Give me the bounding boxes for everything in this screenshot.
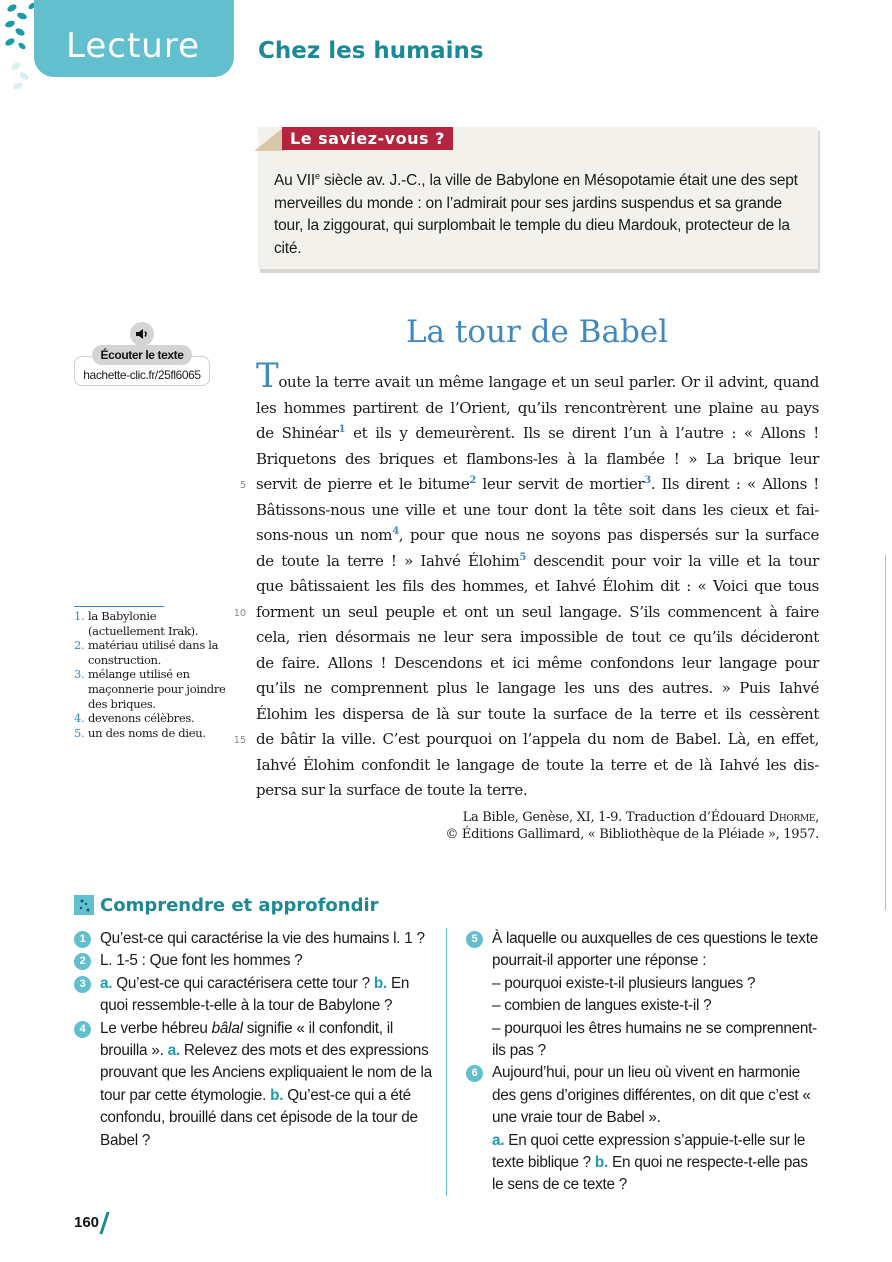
footnote-rule xyxy=(74,606,164,607)
text-line: sons-nous un nom$^4$, pour que nous ne soyons pas dispersés sur la surface xyxy=(256,526,819,544)
text-title: La tour de Babel xyxy=(405,314,669,350)
questions-right-column xyxy=(466,928,822,1197)
listen-text-button[interactable]: Écouter le texte xyxy=(92,345,192,365)
question-item: 6 Aujourd’hui, pour un lieu où vivent en harmonie des gens d’origines différentes, on dit que c’est « une vraie tour de Babel ». a. En quoi cette expression s’appuie-t-elle sur le texte biblique ? b. En quoi ne respecte-t-elle pas le sens de ce texte ? xyxy=(466,1062,822,1196)
body-text xyxy=(256,356,819,804)
did-you-know-text: Au VIIe siècle av. J.-C., la ville de Babylone en Mésopotamie était une des sept merveilles du monde : on l’admirait pour ses jardins suspendus et sa grande tour, la ziggourat, qui surplombait le temple du dieu Mardouk, protecteur de la cité. xyxy=(274,171,798,257)
page-edge-line xyxy=(885,555,886,910)
text-line: Bâtissons-nous une ville et une tour dont la tête soit dans les cieux et fai- xyxy=(256,500,819,519)
text-line: servit de pierre et le bitume$^2$ leur servit de mortier$^3$. Ils dirent : « Allons ! xyxy=(256,475,819,493)
footnote-ref[interactable]: 5 xyxy=(519,551,526,563)
question-number-badge: 2 xyxy=(74,953,91,970)
compass-icon xyxy=(74,895,94,915)
text-line: cela, rien désormais ne leur sera impossible de tout ce qu’ils décideront xyxy=(256,628,819,646)
question-item: 5 À laquelle ou auxquelles de ces questions le texte pourrait-il apporter une réponse : – pourquoi existe-t-il plusieurs langues ? – combien de langues existe-t-il ? – pourquoi les êtres humains ne se comprennent-ils pas ? xyxy=(466,928,822,1062)
text-line: les hommes partirent de l’Orient, qu’ils rencontrèrent une plaine au pays xyxy=(256,398,819,417)
question-number-badge: 1 xyxy=(74,931,91,948)
question-number-badge: 6 xyxy=(466,1065,483,1082)
text-line: Briquetons des briques et flambons-les à la flambée ! » La brique leur xyxy=(256,449,819,468)
question-item: 1 Qu’est-ce qui caractérise la vie des humains l. 1 ? xyxy=(74,928,434,950)
footnote-item: 4. devenons célèbres. xyxy=(74,711,195,726)
section-tab xyxy=(34,0,234,77)
folded-corner-decoration xyxy=(254,127,284,151)
drop-cap: T xyxy=(256,356,279,396)
question-item: 4 Le verbe hébreu bâlal signifie « il confondit, il brouilla ». a. Relevez des mots et des expressions prouvant que les Anciens expliquaient le nom de la tour par cette étymologie. b. Qu’est-ce qui a été confondu, brouillé dans cet épisode de la tour de Babel ? xyxy=(74,1018,434,1152)
text-line: que bâtissaient les fils des hommes, et Iahvé Élohim dit : « Voici que tous xyxy=(256,577,819,595)
text-line: forment un seul peuple et ont un seul langage. S’ils commencent à faire xyxy=(256,602,819,621)
page-slash-decoration xyxy=(99,1212,109,1234)
footnote-ref[interactable]: 1 xyxy=(338,424,346,435)
questions-left-column xyxy=(74,928,434,1152)
question-number-badge: 5 xyxy=(466,931,483,948)
text-line: Toute la terre avait un même langage et un seul parler. Or il advint, quand xyxy=(256,356,819,396)
page-number: 160 xyxy=(74,1214,100,1231)
text-line: Iahvé Élohim confondit le langage de toute la terre et de là Iahvé les dis- xyxy=(256,755,819,774)
text-line: de bâtir la ville. C’est pourquoi on l’appela du nom de Babel. Là, en effet, xyxy=(256,730,819,748)
column-divider xyxy=(446,928,447,1196)
text-line: qu’ils ne comprennent plus le langage les uns des autres. » Puis Iahvé xyxy=(256,679,819,697)
audio-link[interactable]: hachette-clic.fr/25fl6065 xyxy=(74,356,210,386)
text-line: persa sur la surface de toute la terre. xyxy=(256,781,528,799)
section-heading: Comprendre et approfondir xyxy=(100,895,379,916)
line-number: 15 xyxy=(233,735,246,746)
footnote-ref[interactable]: 4 xyxy=(392,526,399,537)
text-line: Élohim les dispersa de là sur toute la surface de la terre et ils cessèrent xyxy=(256,704,819,723)
footnote-item: 5. un des noms de dieu. xyxy=(74,725,206,740)
speaker-icon[interactable] xyxy=(130,322,154,346)
question-item: 3 a. Qu’est-ce qui caractérisera cette tour ? b. En quoi ressemble-t-elle à la tour de Babylone ? xyxy=(74,973,434,1018)
text-line: de Shinéar$^1$ et ils y demeurèrent. Ils se dirent l’un à l’autre : « Allons ! xyxy=(256,424,819,442)
footnote-ref[interactable]: 2 xyxy=(469,475,476,486)
footnote-item: 1. la Babylonie (actuellement Irak). xyxy=(74,609,199,638)
footnotes xyxy=(74,609,234,740)
question-number-badge: 4 xyxy=(74,1021,91,1038)
question-item: 2 L. 1-5 : Que font les hommes ? xyxy=(74,950,434,972)
source-citation: La Bible, Genèse, XI, 1-9. Traduction d’Édouard Dhorme, © Éditions Gallimard, « Bibliothèque de la Pléiade », 1957. xyxy=(445,810,819,842)
footnote-item: 3. mélange utilisé en maçonnerie pour joindre des briques. xyxy=(74,667,226,711)
footnote-item: 2. matériau utilisé dans la construction. xyxy=(74,638,219,667)
chapter-title: Chez les humains xyxy=(258,38,484,64)
footnote-ref[interactable]: 3 xyxy=(644,475,651,486)
line-number: 5 xyxy=(239,480,246,491)
line-number: 10 xyxy=(233,607,246,619)
did-you-know-label: Le saviez-vous ? xyxy=(282,127,453,150)
text-line: de toute la terre ! » Iahvé Élohim$^5$ descendit pour voir la ville et la tour xyxy=(256,551,819,570)
section-label: Lecture xyxy=(66,26,200,66)
question-number-badge: 3 xyxy=(74,976,91,993)
text-line: de faire. Allons ! Descendons et ici même confondons leur langage pour xyxy=(256,653,819,672)
